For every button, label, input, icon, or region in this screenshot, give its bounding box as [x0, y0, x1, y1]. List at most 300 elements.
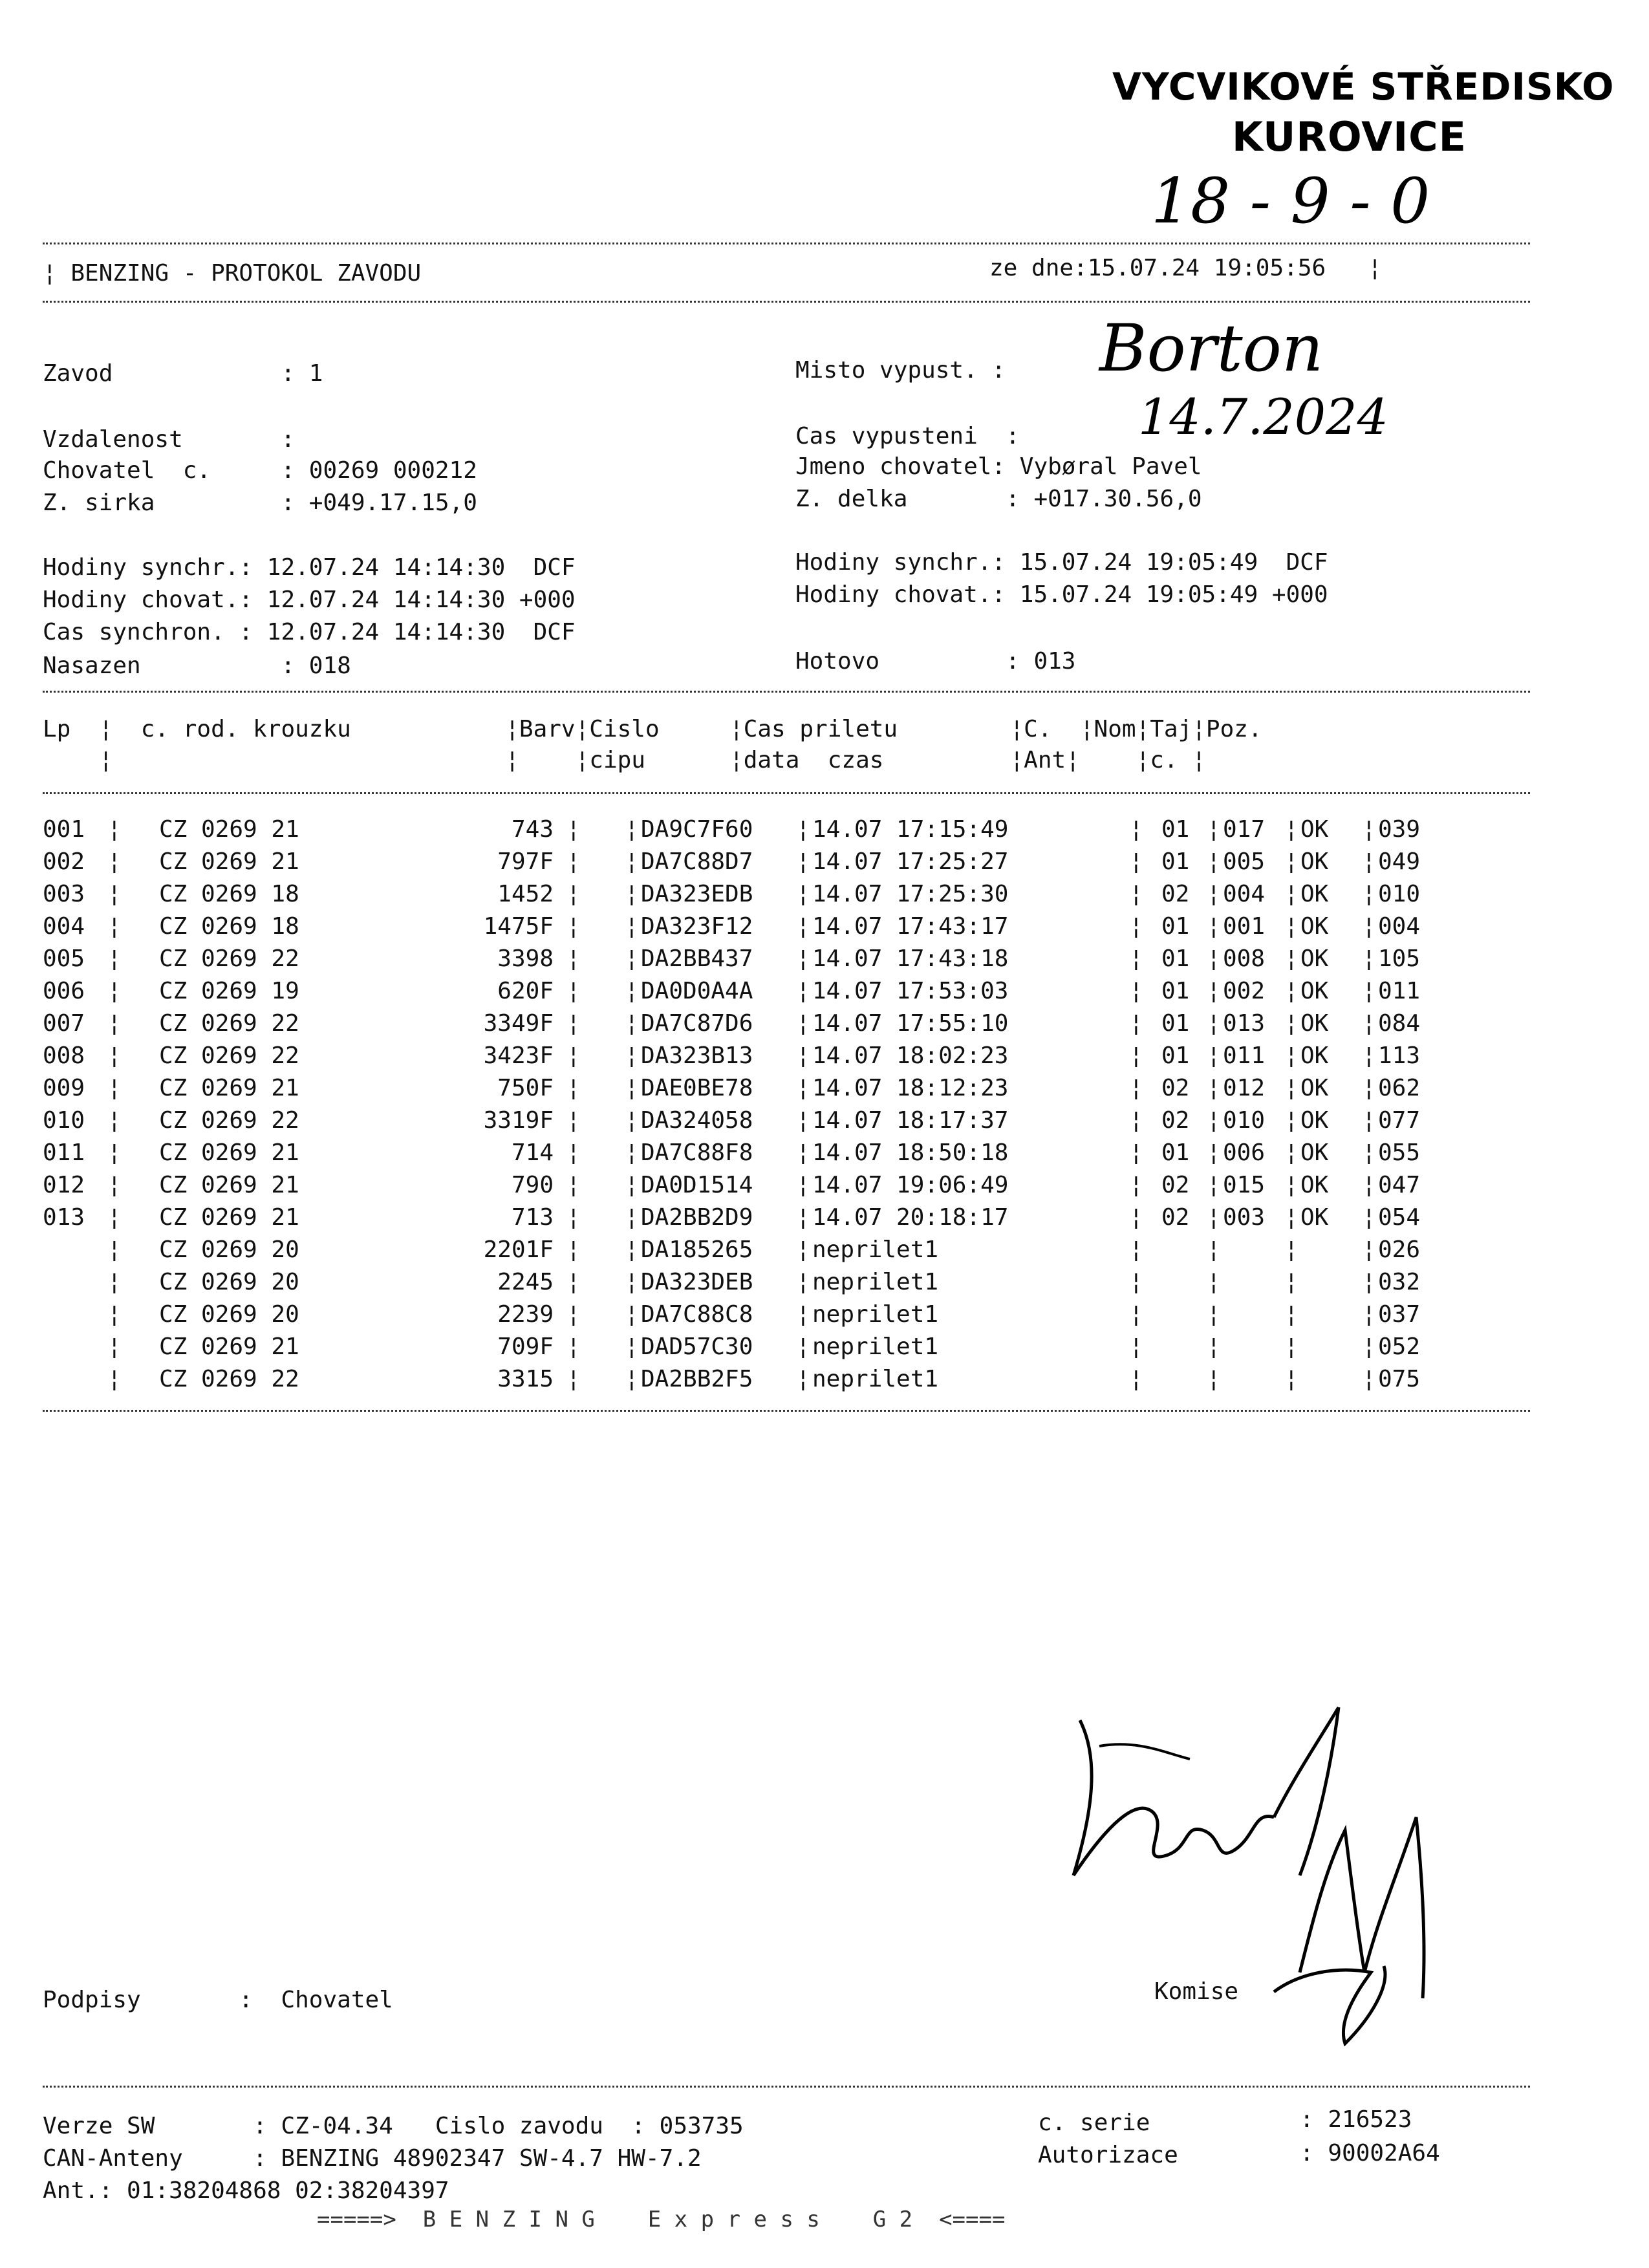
row-secret: OK	[1300, 1010, 1329, 1037]
col-sep: ¦	[1284, 945, 1299, 972]
row-chip: DA2BB437	[641, 945, 753, 972]
col-sep: ¦	[1284, 1107, 1299, 1134]
col-sep: ¦	[1362, 1107, 1376, 1134]
col-sep: ¦	[625, 1237, 639, 1263]
col-sep: ¦	[107, 1366, 122, 1392]
row-ring: CZ 0269 19	[159, 978, 299, 1004]
col-sep: ¦	[796, 1301, 810, 1328]
row-chip: DA324058	[641, 1107, 753, 1134]
divider-header	[43, 301, 1530, 303]
row-lp: 009	[43, 1075, 85, 1101]
row-lp: 002	[43, 848, 85, 875]
row-ring: CZ 0269 21	[159, 816, 299, 843]
row-ring: CZ 0269 22	[159, 1107, 299, 1134]
commission-signature	[1261, 1778, 1494, 2050]
table-row	[43, 848, 1530, 881]
col-sep: ¦	[625, 881, 639, 907]
col-sep: ¦	[796, 913, 810, 940]
row-nomination: 013	[1223, 1010, 1266, 1037]
col-sep: ¦	[625, 945, 639, 972]
col-sep: ¦	[566, 1204, 581, 1231]
row-chip: DA9C7F60	[641, 816, 753, 843]
row-position: 054	[1378, 1204, 1421, 1231]
row-nomination: 002	[1223, 978, 1266, 1004]
col-sep: ¦	[1362, 913, 1376, 940]
col-sep: ¦	[796, 881, 810, 907]
row-lp: 013	[43, 1204, 85, 1231]
footer-antenna-ids: Ant.: 01:38204868 02:38204397	[43, 2177, 449, 2204]
row-ring-number: 790	[511, 1172, 554, 1198]
table-row	[43, 1075, 1530, 1107]
row-arrival-time: 14.07 18:17:37	[812, 1107, 1009, 1134]
divider-table-end	[43, 1410, 1530, 1412]
col-sep: ¦	[1362, 1237, 1376, 1263]
row-position: 011	[1378, 978, 1421, 1004]
col-sep: ¦	[1207, 1366, 1221, 1392]
col-sep: ¦	[566, 913, 581, 940]
divider-footer	[43, 2086, 1530, 2088]
row-chip: DA323F12	[641, 913, 753, 940]
col-sep: ¦	[566, 1301, 581, 1328]
row-arrival-time: 14.07 18:12:23	[812, 1075, 1009, 1101]
col-sep: ¦	[625, 848, 639, 875]
col-sep: ¦	[1284, 913, 1299, 940]
col-sep: ¦	[1207, 1075, 1221, 1101]
divider-info	[43, 691, 1530, 693]
row-ring-number: 709F	[497, 1334, 554, 1360]
col-sep: ¦	[1284, 848, 1299, 875]
row-chip: DA7C88F8	[641, 1139, 753, 1166]
row-chip: DAD57C30	[641, 1334, 753, 1360]
col-sep: ¦	[1284, 1301, 1299, 1328]
row-ring-number: 3398	[497, 945, 554, 972]
row-secret: OK	[1300, 1204, 1329, 1231]
row-antenna: 01	[1161, 913, 1190, 940]
col-sep: ¦	[1284, 1010, 1299, 1037]
row-nomination: 005	[1223, 848, 1266, 875]
col-sep: ¦	[1129, 1301, 1143, 1328]
row-arrival-time: neprilet1	[812, 1334, 939, 1360]
row-chip: DA323EDB	[641, 881, 753, 907]
col-sep: ¦	[1207, 1172, 1221, 1198]
row-nomination: 006	[1223, 1139, 1266, 1166]
col-sep: ¦	[796, 1075, 810, 1101]
row-lp: 007	[43, 1010, 85, 1037]
table-row	[43, 1042, 1530, 1075]
row-arrival-time: 14.07 19:06:49	[812, 1172, 1009, 1198]
col-sep: ¦	[1129, 1107, 1143, 1134]
col-sep: ¦	[625, 1204, 639, 1231]
row-antenna: 02	[1161, 1172, 1190, 1198]
col-sep: ¦	[1129, 978, 1143, 1004]
footer-antennas: CAN-Anteny : BENZING 48902347 SW-4.7 HW-7.2	[43, 2145, 702, 2172]
table-row	[43, 1301, 1530, 1334]
col-sep: ¦	[796, 1010, 810, 1037]
release-time-value: 14.7.2024	[1138, 388, 1388, 446]
row-ring: CZ 0269 18	[159, 881, 299, 907]
col-sep: ¦	[796, 848, 810, 875]
col-sep: ¦	[1207, 1107, 1221, 1134]
row-ring: CZ 0269 22	[159, 1366, 299, 1392]
col-sep: ¦	[796, 1237, 810, 1263]
col-sep: ¦	[107, 848, 122, 875]
row-arrival-time: 14.07 17:43:18	[812, 945, 1009, 972]
row-position: 062	[1378, 1075, 1421, 1101]
col-sep: ¦	[107, 1139, 122, 1166]
row-lp: 010	[43, 1107, 85, 1134]
col-sep: ¦	[566, 1172, 581, 1198]
col-sep: ¦	[1284, 816, 1299, 843]
clock-sync-end: Hodiny synchr.: 15.07.24 19:05:49 DCF	[795, 549, 1328, 576]
col-sep: ¦	[1362, 848, 1376, 875]
row-position: 052	[1378, 1334, 1421, 1360]
col-sep: ¦	[107, 1010, 122, 1037]
row-ring: CZ 0269 21	[159, 848, 299, 875]
footer-brand: =====> B E N Z I N G E x p r e s s G 2 <====	[317, 2207, 1006, 2232]
col-sep: ¦	[1284, 1075, 1299, 1101]
row-secret: OK	[1300, 978, 1329, 1004]
row-arrival-time: 14.07 17:25:27	[812, 848, 1009, 875]
row-antenna: 01	[1161, 848, 1190, 875]
row-secret: OK	[1300, 1075, 1329, 1101]
col-sep: ¦	[1284, 1172, 1299, 1198]
col-sep: ¦	[566, 848, 581, 875]
col-sep: ¦	[796, 1366, 810, 1392]
row-ring: CZ 0269 22	[159, 1010, 299, 1037]
row-ring: CZ 0269 22	[159, 1042, 299, 1069]
col-sep: ¦	[1284, 978, 1299, 1004]
stamp-line-2: KUROVICE	[1232, 113, 1467, 160]
col-sep: ¦	[1362, 1010, 1376, 1037]
row-ring-number: 3319F	[483, 1107, 554, 1134]
col-sep: ¦	[625, 1010, 639, 1037]
col-sep: ¦	[566, 1075, 581, 1101]
table-row	[43, 1269, 1530, 1301]
col-sep: ¦	[1362, 1172, 1376, 1198]
row-lp: 005	[43, 945, 85, 972]
row-antenna: 02	[1161, 1075, 1190, 1101]
footer-serie-value: : 216523	[1300, 2106, 1412, 2133]
row-position: 084	[1378, 1010, 1421, 1037]
table-row	[43, 1334, 1530, 1366]
finished-count: Hotovo : 013	[795, 648, 1076, 675]
row-secret: OK	[1300, 1139, 1329, 1166]
row-chip: DA0D1514	[641, 1172, 753, 1198]
col-sep: ¦	[1129, 848, 1143, 875]
col-sep: ¦	[1207, 1010, 1221, 1037]
col-sep: ¦	[1207, 1301, 1221, 1328]
breeder-number: Chovatel c. : 00269 000212	[43, 457, 477, 484]
col-sep: ¦	[1129, 913, 1143, 940]
col-sep: ¦	[796, 945, 810, 972]
col-sep: ¦	[107, 1334, 122, 1360]
row-nomination: 008	[1223, 945, 1266, 972]
row-ring: CZ 0269 21	[159, 1334, 299, 1360]
row-chip: DA185265	[641, 1237, 753, 1263]
row-secret: OK	[1300, 1042, 1329, 1069]
col-sep: ¦	[1362, 816, 1376, 843]
col-sep: ¦	[796, 1042, 810, 1069]
row-position: 077	[1378, 1107, 1421, 1134]
col-sep: ¦	[796, 816, 810, 843]
col-sep: ¦	[566, 945, 581, 972]
protocol-date: ze dne:15.07.24 19:05:56 ¦	[989, 255, 1382, 281]
col-sep: ¦	[566, 1269, 581, 1295]
col-sep: ¦	[1362, 881, 1376, 907]
col-sep: ¦	[1207, 945, 1221, 972]
row-ring: CZ 0269 20	[159, 1269, 299, 1295]
table-row	[43, 1237, 1530, 1269]
row-ring-number: 743	[511, 816, 554, 843]
row-position: 032	[1378, 1269, 1421, 1295]
col-sep: ¦	[1129, 816, 1143, 843]
row-arrival-time: 14.07 18:50:18	[812, 1139, 1009, 1166]
col-sep: ¦	[107, 816, 122, 843]
row-nomination: 015	[1223, 1172, 1266, 1198]
col-sep: ¦	[1362, 1075, 1376, 1101]
col-sep: ¦	[625, 1139, 639, 1166]
row-arrival-time: 14.07 18:02:23	[812, 1042, 1009, 1069]
row-position: 039	[1378, 816, 1421, 843]
row-lp: 006	[43, 978, 85, 1004]
col-sep: ¦	[625, 816, 639, 843]
col-sep: ¦	[1129, 881, 1143, 907]
row-position: 055	[1378, 1139, 1421, 1166]
row-position: 047	[1378, 1172, 1421, 1198]
basketed-count: Nasazen : 018	[43, 653, 351, 679]
col-sep: ¦	[1207, 978, 1221, 1004]
col-sep: ¦	[107, 1204, 122, 1231]
row-chip: DA7C88D7	[641, 848, 753, 875]
col-sep: ¦	[1207, 1334, 1221, 1360]
protocol-title: ¦ BENZING - PROTOKOL ZAVODU	[43, 260, 422, 286]
col-sep: ¦	[107, 913, 122, 940]
col-sep: ¦	[1207, 1204, 1221, 1231]
col-sep: ¦	[1362, 1204, 1376, 1231]
col-sep: ¦	[1362, 1139, 1376, 1166]
row-ring-number: 714	[511, 1139, 554, 1166]
col-sep: ¦	[566, 978, 581, 1004]
row-ring: CZ 0269 21	[159, 1172, 299, 1198]
row-secret: OK	[1300, 1107, 1329, 1134]
row-ring-number: 797F	[497, 848, 554, 875]
col-sep: ¦	[625, 1042, 639, 1069]
col-sep: ¦	[1129, 1269, 1143, 1295]
row-ring-number: 750F	[497, 1075, 554, 1101]
row-ring: CZ 0269 21	[159, 1139, 299, 1166]
row-ring-number: 2201F	[483, 1237, 554, 1263]
row-secret: OK	[1300, 816, 1329, 843]
table-row	[43, 881, 1530, 913]
col-sep: ¦	[1207, 881, 1221, 907]
row-position: 049	[1378, 848, 1421, 875]
row-arrival-time: 14.07 17:43:17	[812, 913, 1009, 940]
table-row	[43, 1366, 1530, 1398]
col-sep: ¦	[1284, 1237, 1299, 1263]
col-sep: ¦	[1284, 1269, 1299, 1295]
col-sep: ¦	[625, 1107, 639, 1134]
row-ring-number: 3349F	[483, 1010, 554, 1037]
col-sep: ¦	[107, 1301, 122, 1328]
col-sep: ¦	[1129, 1075, 1143, 1101]
row-position: 113	[1378, 1042, 1421, 1069]
row-nomination: 010	[1223, 1107, 1266, 1134]
row-nomination: 012	[1223, 1075, 1266, 1101]
col-sep: ¦	[566, 1366, 581, 1392]
col-sep: ¦	[107, 1269, 122, 1295]
col-sep: ¦	[796, 1204, 810, 1231]
release-place-value: Borton	[1099, 310, 1324, 386]
col-sep: ¦	[566, 1107, 581, 1134]
col-sep: ¦	[1284, 1042, 1299, 1069]
col-sep: ¦	[1129, 1139, 1143, 1166]
row-antenna: 01	[1161, 945, 1190, 972]
col-sep: ¦	[796, 1107, 810, 1134]
col-sep: ¦	[796, 1172, 810, 1198]
col-sep: ¦	[1362, 978, 1376, 1004]
row-secret: OK	[1300, 881, 1329, 907]
col-sep: ¦	[625, 913, 639, 940]
row-arrival-time: 14.07 17:53:03	[812, 978, 1009, 1004]
row-ring-number: 2245	[497, 1269, 554, 1295]
row-chip: DA323DEB	[641, 1269, 753, 1295]
row-nomination: 011	[1223, 1042, 1266, 1069]
col-sep: ¦	[1207, 816, 1221, 843]
table-row	[43, 913, 1530, 945]
row-lp: 012	[43, 1172, 85, 1198]
footer-software: Verze SW : CZ-04.34 Cislo zavodu : 053735	[43, 2113, 744, 2139]
col-sep: ¦	[566, 1042, 581, 1069]
col-sep: ¦	[1129, 1334, 1143, 1360]
col-sep: ¦	[1129, 945, 1143, 972]
table-row	[43, 816, 1530, 848]
row-chip: DA0D0A4A	[641, 978, 753, 1004]
col-sep: ¦	[1284, 1334, 1299, 1360]
table-row	[43, 1204, 1530, 1237]
table-row	[43, 1172, 1530, 1204]
divider-top	[43, 243, 1530, 244]
col-sep: ¦	[1362, 1269, 1376, 1295]
table-row	[43, 1107, 1530, 1139]
row-nomination: 004	[1223, 881, 1266, 907]
clock-breeder-end: Hodiny chovat.: 15.07.24 19:05:49 +000	[795, 581, 1328, 608]
row-antenna: 01	[1161, 1010, 1190, 1037]
row-lp: 011	[43, 1139, 85, 1166]
col-sep: ¦	[107, 1107, 122, 1134]
row-antenna: 02	[1161, 1204, 1190, 1231]
row-nomination: 017	[1223, 816, 1266, 843]
col-sep: ¦	[1207, 913, 1221, 940]
row-antenna: 02	[1161, 1107, 1190, 1134]
row-ring-number: 1475F	[483, 913, 554, 940]
table-row	[43, 1010, 1530, 1042]
col-sep: ¦	[566, 1334, 581, 1360]
row-position: 075	[1378, 1366, 1421, 1392]
col-sep: ¦	[625, 1334, 639, 1360]
race-number: Zavod : 1	[43, 360, 323, 387]
col-sep: ¦	[107, 1237, 122, 1263]
row-position: 026	[1378, 1237, 1421, 1263]
commission-label: Komise	[1154, 1978, 1239, 2005]
row-antenna: 01	[1161, 816, 1190, 843]
col-sep: ¦	[107, 1172, 122, 1198]
col-sep: ¦	[1207, 1042, 1221, 1069]
row-position: 037	[1378, 1301, 1421, 1328]
col-sep: ¦	[566, 881, 581, 907]
row-arrival-time: neprilet1	[812, 1366, 939, 1392]
clock-sync-start: Hodiny synchr.: 12.07.24 14:14:30 DCF	[43, 554, 576, 581]
row-ring-number: 3315	[497, 1366, 554, 1392]
row-arrival-time: 14.07 17:55:10	[812, 1010, 1009, 1037]
col-sep: ¦	[566, 816, 581, 843]
row-chip: DA2BB2F5	[641, 1366, 753, 1392]
col-sep: ¦	[1207, 1237, 1221, 1263]
clock-breeder-start: Hodiny chovat.: 12.07.24 14:14:30 +000	[43, 587, 576, 613]
row-ring: CZ 0269 18	[159, 913, 299, 940]
row-arrival-time: 14.07 17:15:49	[812, 816, 1009, 843]
row-ring-number: 620F	[497, 978, 554, 1004]
row-arrival-time: 14.07 20:18:17	[812, 1204, 1009, 1231]
row-position: 010	[1378, 881, 1421, 907]
row-ring-number: 1452	[497, 881, 554, 907]
divider-table-header	[43, 792, 1530, 794]
table-header-line-2: ¦ ¦ ¦cipu ¦data czas ¦Ant¦ ¦c. ¦	[43, 747, 1206, 773]
row-chip: DAE0BE78	[641, 1075, 753, 1101]
col-sep: ¦	[796, 978, 810, 1004]
row-secret: OK	[1300, 913, 1329, 940]
col-sep: ¦	[1284, 1139, 1299, 1166]
row-ring: CZ 0269 20	[159, 1237, 299, 1263]
row-lp: 004	[43, 913, 85, 940]
row-arrival-time: neprilet1	[812, 1269, 939, 1295]
row-nomination: 001	[1223, 913, 1266, 940]
col-sep: ¦	[107, 1075, 122, 1101]
col-sep: ¦	[1362, 1301, 1376, 1328]
col-sep: ¦	[1129, 1042, 1143, 1069]
row-antenna: 01	[1161, 978, 1190, 1004]
row-ring: CZ 0269 22	[159, 945, 299, 972]
row-secret: OK	[1300, 848, 1329, 875]
row-secret: OK	[1300, 1172, 1329, 1198]
col-sep: ¦	[796, 1269, 810, 1295]
latitude: Z. sirka : +049.17.15,0	[43, 490, 477, 516]
col-sep: ¦	[1207, 1139, 1221, 1166]
col-sep: ¦	[107, 1042, 122, 1069]
row-ring: CZ 0269 20	[159, 1301, 299, 1328]
col-sep: ¦	[1284, 1204, 1299, 1231]
sync-time: Cas synchron. : 12.07.24 14:14:30 DCF	[43, 619, 576, 645]
row-chip: DA7C88C8	[641, 1301, 753, 1328]
row-chip: DA2BB2D9	[641, 1204, 753, 1231]
col-sep: ¦	[796, 1334, 810, 1360]
col-sep: ¦	[107, 881, 122, 907]
stamp-line-1: VYCVIKOVÉ STŘEDISKO	[1112, 65, 1615, 109]
longitude: Z. delka : +017.30.56,0	[795, 486, 1202, 512]
col-sep: ¦	[1207, 848, 1221, 875]
table-row	[43, 978, 1530, 1010]
col-sep: ¦	[1129, 1172, 1143, 1198]
row-position: 105	[1378, 945, 1421, 972]
col-sep: ¦	[625, 1269, 639, 1295]
row-ring-number: 3423F	[483, 1042, 554, 1069]
row-lp: 003	[43, 881, 85, 907]
col-sep: ¦	[625, 1075, 639, 1101]
signatures-label: Podpisy : Chovatel	[43, 1987, 393, 2013]
col-sep: ¦	[796, 1139, 810, 1166]
col-sep: ¦	[625, 978, 639, 1004]
table-header-line-1: Lp ¦ c. rod. krouzku ¦Barv¦Cislo ¦Cas priletu ¦C. ¦Nom¦Taj¦Poz.	[43, 716, 1262, 742]
col-sep: ¦	[625, 1301, 639, 1328]
